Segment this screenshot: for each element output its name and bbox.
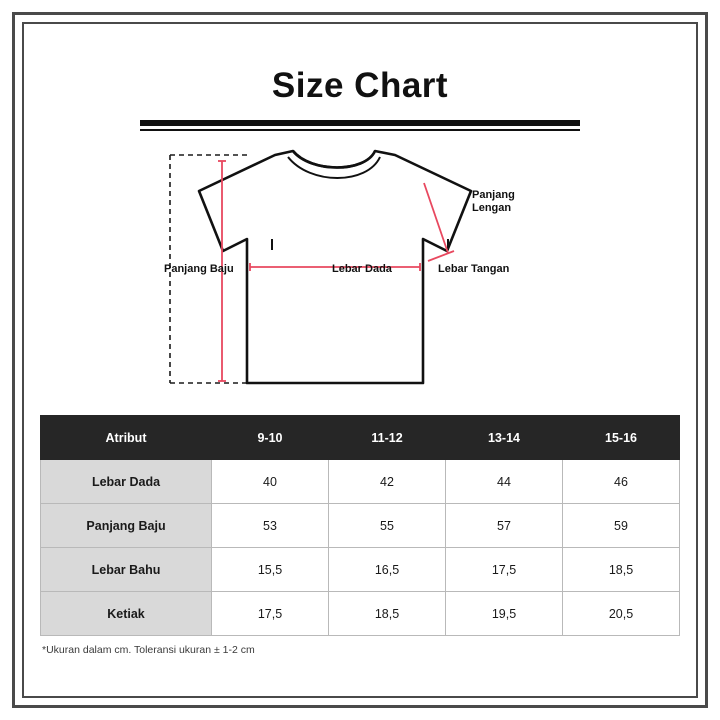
cell-panjang-baju-13-14: 57 bbox=[446, 504, 563, 548]
row-label-ketiak: Ketiak bbox=[41, 592, 212, 636]
column-header-size-13-14: 13-14 bbox=[446, 416, 563, 460]
cell-ketiak-11-12: 18,5 bbox=[329, 592, 446, 636]
table-row bbox=[41, 592, 680, 636]
row-label-panjang-baju: Panjang Baju bbox=[41, 504, 212, 548]
divider-thick bbox=[140, 120, 580, 126]
divider-thin bbox=[140, 129, 580, 131]
column-header-size-15-16: 15-16 bbox=[563, 416, 680, 460]
label-panjang-baju: Panjang Baju bbox=[164, 263, 234, 275]
cell-ketiak-13-14: 19,5 bbox=[446, 592, 563, 636]
label-panjang-lengan-line1: Panjang bbox=[472, 189, 515, 201]
label-panjang-lengan-line2: Lengan bbox=[472, 202, 512, 214]
cell-lebar-bahu-9-10: 15,5 bbox=[212, 548, 329, 592]
size-table-body bbox=[41, 460, 680, 636]
tshirt-diagram bbox=[40, 143, 680, 411]
table-row bbox=[41, 548, 680, 592]
column-header-size-9-10: 9-10 bbox=[212, 416, 329, 460]
size-table bbox=[40, 415, 680, 636]
footnote: *Ukuran dalam cm. Toleransi ukuran ± 1-2 cm bbox=[42, 644, 255, 656]
cell-lebar-bahu-13-14: 17,5 bbox=[446, 548, 563, 592]
table-row bbox=[41, 460, 680, 504]
cell-ketiak-9-10: 17,5 bbox=[212, 592, 329, 636]
table-row bbox=[41, 504, 680, 548]
size-table-head bbox=[41, 416, 680, 460]
content-area bbox=[40, 40, 680, 680]
cell-lebar-dada-11-12: 42 bbox=[329, 460, 446, 504]
label-lebar-tangan: Lebar Tangan bbox=[438, 263, 510, 275]
row-label-lebar-bahu: Lebar Bahu bbox=[41, 548, 212, 592]
cell-panjang-baju-15-16: 59 bbox=[563, 504, 680, 548]
cell-lebar-dada-15-16: 46 bbox=[563, 460, 680, 504]
row-label-lebar-dada: Lebar Dada bbox=[41, 460, 212, 504]
column-header-size-11-12: 11-12 bbox=[329, 416, 446, 460]
cell-panjang-baju-11-12: 55 bbox=[329, 504, 446, 548]
label-panjang-lengan bbox=[472, 189, 515, 215]
cell-lebar-dada-9-10: 40 bbox=[212, 460, 329, 504]
label-lebar-dada: Lebar Dada bbox=[332, 263, 392, 275]
table-header-row bbox=[41, 416, 680, 460]
cell-lebar-bahu-11-12: 16,5 bbox=[329, 548, 446, 592]
cell-ketiak-15-16: 20,5 bbox=[563, 592, 680, 636]
page-title: Size Chart bbox=[271, 66, 449, 105]
cell-panjang-baju-9-10: 53 bbox=[212, 504, 329, 548]
cell-lebar-bahu-15-16: 18,5 bbox=[563, 548, 680, 592]
cell-lebar-dada-13-14: 44 bbox=[446, 460, 563, 504]
title-divider bbox=[140, 120, 580, 131]
column-header-attribute: Atribut bbox=[41, 416, 212, 460]
